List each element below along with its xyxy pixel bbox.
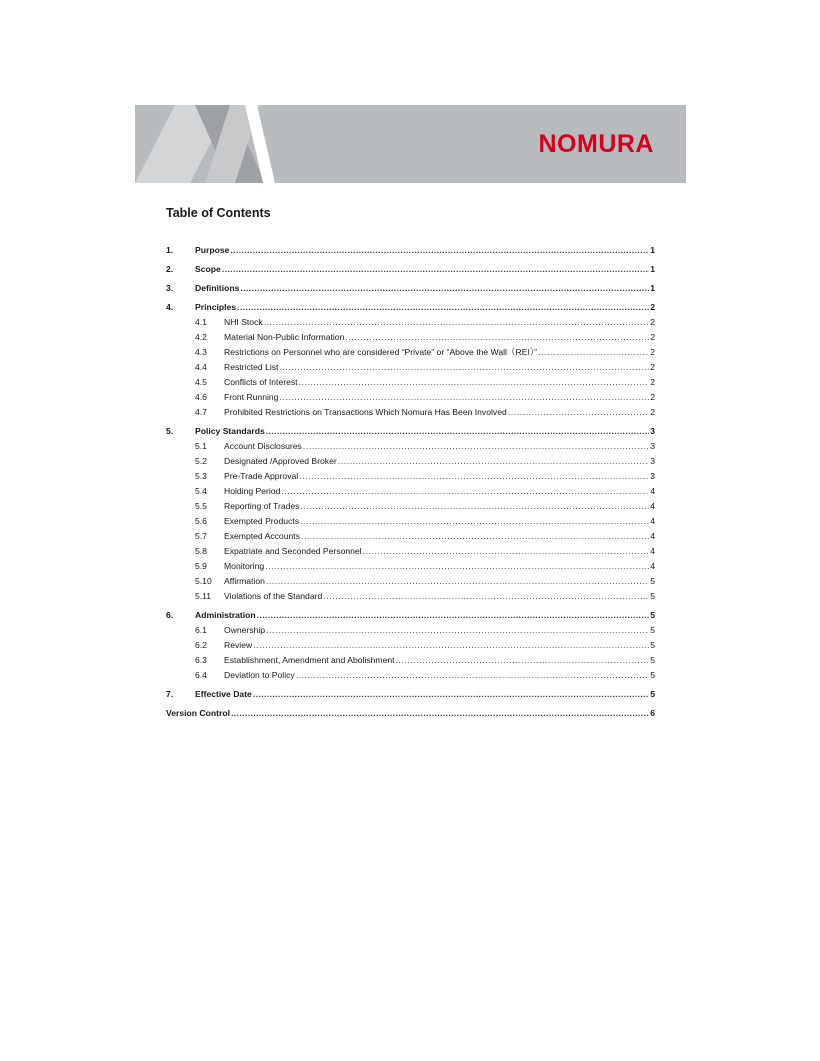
toc-leader-dots (266, 623, 649, 638)
toc-leader-dots (300, 499, 649, 514)
toc-entry-page: 1 (650, 264, 655, 274)
toc-subentry-number: 4.4 (195, 362, 207, 372)
toc-entry-page: 6 (650, 708, 655, 718)
toc-leader-dots (396, 653, 650, 668)
toc-subentry-page: 3 (650, 441, 655, 451)
toc-entry[interactable] (166, 262, 655, 277)
toc-leader-dots (266, 574, 649, 589)
toc-entry-page: 5 (650, 689, 655, 699)
toc-subentry-page: 3 (650, 456, 655, 466)
toc-subentry[interactable] (166, 330, 655, 345)
toc-subentry-number: 5.3 (195, 471, 207, 481)
toc-subentry-label: Reporting of Trades (224, 501, 300, 511)
toc-entry-label: Effective Date (195, 689, 252, 699)
toc-subentry-page: 2 (650, 362, 655, 372)
toc-leader-dots (303, 439, 649, 454)
toc-subentry-page: 2 (650, 392, 655, 402)
toc-entry-label: Scope (195, 264, 221, 274)
toc-entry[interactable] (166, 706, 655, 721)
toc-section (166, 243, 655, 258)
toc-entry-number: 1. (166, 245, 174, 255)
toc-entry[interactable] (166, 243, 655, 258)
toc-subentry-page: 4 (650, 546, 655, 556)
toc-leader-dots (257, 608, 650, 623)
toc-title: Table of Contents (166, 206, 271, 220)
toc-subentry-label: Restricted List (224, 362, 279, 372)
toc-subentry-page: 4 (650, 531, 655, 541)
toc-leader-dots (538, 345, 649, 360)
toc-leader-dots (300, 514, 649, 529)
toc-subentry[interactable] (166, 574, 655, 589)
toc-subentry-number: 5.2 (195, 456, 207, 466)
toc-subentry-number: 5.9 (195, 561, 207, 571)
toc-subentry-label: Exempted Products (224, 516, 299, 526)
toc-section (166, 608, 655, 683)
toc-subentry-label: NHI Stock (224, 317, 263, 327)
toc-leader-dots (264, 315, 650, 330)
toc-subentry[interactable] (166, 638, 655, 653)
toc-subentry[interactable] (166, 499, 655, 514)
toc-leader-dots (240, 281, 649, 296)
toc-subentry-label: Monitoring (224, 561, 265, 571)
toc-subentry-label: Holding Period (224, 486, 281, 496)
toc-leader-dots (237, 300, 649, 315)
toc-subentry-label: Deviation to Policy (224, 670, 295, 680)
toc-subentry-number: 6.2 (195, 640, 207, 650)
toc-subentry[interactable] (166, 529, 655, 544)
header-banner (135, 105, 686, 183)
toc-leader-dots (345, 330, 649, 345)
toc-subentry-number: 4.7 (195, 407, 207, 417)
toc-entry[interactable] (166, 281, 655, 296)
toc-subentry-page: 5 (650, 640, 655, 650)
toc-subentry-label: Material Non-Public Information (224, 332, 345, 342)
toc-subentry-number: 5.6 (195, 516, 207, 526)
toc-leader-dots (266, 424, 649, 439)
toc-subentry-number: 5.4 (195, 486, 207, 496)
toc-entry-label: Version Control (166, 708, 230, 718)
toc-subentry[interactable] (166, 514, 655, 529)
toc-subentry-number: 6.1 (195, 625, 207, 635)
toc-subentry-number: 5.10 (195, 576, 212, 586)
toc-section (166, 281, 655, 296)
toc-subentry[interactable] (166, 439, 655, 454)
toc-leader-dots (323, 589, 649, 604)
toc-leader-dots (508, 405, 649, 420)
toc-leader-dots (281, 484, 649, 499)
toc-subentry-label: Violations of the Standard (224, 591, 323, 601)
toc-subentry[interactable] (166, 559, 655, 574)
toc-subentry-label: Expatriate and Seconded Personnel (224, 546, 362, 556)
toc-leader-dots (265, 559, 649, 574)
toc-leader-dots (222, 262, 649, 277)
nomura-logo: NOMURA (538, 130, 654, 158)
toc-subentry-page: 5 (650, 576, 655, 586)
toc-subentry-page: 2 (650, 332, 655, 342)
toc-leader-dots (301, 529, 649, 544)
toc-entry-page: 2 (650, 302, 655, 312)
toc-entry-label: Definitions (195, 283, 240, 293)
toc-leader-dots (231, 706, 649, 721)
toc-subentry-label: Conflicts of Interest (224, 377, 298, 387)
toc-subentry-label: Restrictions on Personnel who are considered “Private” or “Above the Wall（REI）” (224, 347, 538, 357)
toc-entry-number: 4. (166, 302, 174, 312)
toc-subentry[interactable] (166, 360, 655, 375)
toc-subentry[interactable] (166, 375, 655, 390)
toc-subentry-number: 4.1 (195, 317, 207, 327)
toc-subentry[interactable] (166, 668, 655, 683)
toc-subentry[interactable] (166, 469, 655, 484)
toc-section (166, 262, 655, 277)
toc-entry-page: 1 (650, 245, 655, 255)
toc-entry-label: Principles (195, 302, 237, 312)
toc-subentry-page: 4 (650, 501, 655, 511)
toc-subentry-number: 5.11 (195, 591, 212, 601)
toc-subentry-page: 4 (650, 561, 655, 571)
toc-subentry-page: 3 (650, 471, 655, 481)
toc-entry-page: 5 (650, 610, 655, 620)
toc-subentry-label: Review (224, 640, 253, 650)
toc-subentry-label: Establishment, Amendment and Abolishment (224, 655, 395, 665)
toc-section (166, 424, 655, 604)
toc-subentry-page: 5 (650, 655, 655, 665)
toc-section (166, 706, 655, 721)
toc-subentry-number: 5.7 (195, 531, 207, 541)
toc-subentry-label: Affirmation (224, 576, 265, 586)
toc-entry-label: Policy Standards (195, 426, 265, 436)
toc-subentry-number: 4.3 (195, 347, 207, 357)
toc-subentry-number: 4.6 (195, 392, 207, 402)
toc-entry-label: Purpose (195, 245, 230, 255)
toc-subentry-number: 5.5 (195, 501, 207, 511)
toc-subentry-label: Account Disclosures (224, 441, 302, 451)
toc-subentry-page: 5 (650, 591, 655, 601)
toc-subentry-number: 5.8 (195, 546, 207, 556)
toc-leader-dots (363, 544, 650, 559)
toc-entry[interactable] (166, 424, 655, 439)
toc-entry-page: 1 (650, 283, 655, 293)
toc-leader-dots (338, 454, 649, 469)
toc-subentry-number: 4.2 (195, 332, 207, 342)
toc-leader-dots (253, 638, 649, 653)
toc-leader-dots (299, 469, 649, 484)
toc-subentry[interactable] (166, 345, 655, 360)
toc-entry[interactable] (166, 300, 655, 315)
toc-leader-dots (279, 360, 649, 375)
toc-entry-page: 3 (650, 426, 655, 436)
toc-subentry[interactable] (166, 544, 655, 559)
toc-subentry-page: 2 (650, 317, 655, 327)
toc-subentry[interactable] (166, 589, 655, 604)
toc-subentry-label: Prohibited Restrictions on Transactions Which Nomura Has Been Involved (224, 407, 507, 417)
toc-subentry-page: 2 (650, 407, 655, 417)
toc-subentry-page: 2 (650, 377, 655, 387)
toc-entry-number: 5. (166, 426, 174, 436)
toc-subentry-page: 5 (650, 625, 655, 635)
toc-entry-number: 3. (166, 283, 174, 293)
toc-leader-dots (296, 668, 650, 683)
toc-subentry-page: 4 (650, 516, 655, 526)
table-of-contents (166, 243, 655, 725)
toc-subentry-number: 6.3 (195, 655, 207, 665)
toc-entry[interactable] (166, 608, 655, 623)
toc-leader-dots (299, 375, 650, 390)
toc-subentry[interactable] (166, 405, 655, 420)
toc-subentry[interactable] (166, 623, 655, 638)
toc-subentry-number: 6.4 (195, 670, 207, 680)
toc-section (166, 300, 655, 420)
toc-subentry-label: Exempted Accounts (224, 531, 300, 541)
toc-entry-number: 7. (166, 689, 174, 699)
toc-subentry-page: 5 (650, 670, 655, 680)
toc-leader-dots (279, 390, 649, 405)
toc-leader-dots (253, 687, 649, 702)
toc-subentry[interactable] (166, 390, 655, 405)
toc-subentry[interactable] (166, 454, 655, 469)
toc-subentry-label: Front Running (224, 392, 279, 402)
toc-entry-number: 6. (166, 610, 174, 620)
toc-entry-number: 2. (166, 264, 174, 274)
toc-section (166, 687, 655, 702)
toc-subentry[interactable] (166, 653, 655, 668)
toc-subentry-page: 4 (650, 486, 655, 496)
toc-subentry-label: Designated /Approved Broker (224, 456, 337, 466)
toc-subentry-number: 4.5 (195, 377, 207, 387)
toc-subentry-page: 2 (650, 347, 655, 357)
toc-entry-label: Administration (195, 610, 256, 620)
toc-leader-dots (230, 243, 649, 258)
toc-subentry[interactable] (166, 315, 655, 330)
toc-entry[interactable] (166, 687, 655, 702)
toc-subentry-label: Ownership (224, 625, 266, 635)
toc-subentry-number: 5.1 (195, 441, 207, 451)
toc-subentry[interactable] (166, 484, 655, 499)
toc-subentry-label: Pre-Trade Approval (224, 471, 299, 481)
